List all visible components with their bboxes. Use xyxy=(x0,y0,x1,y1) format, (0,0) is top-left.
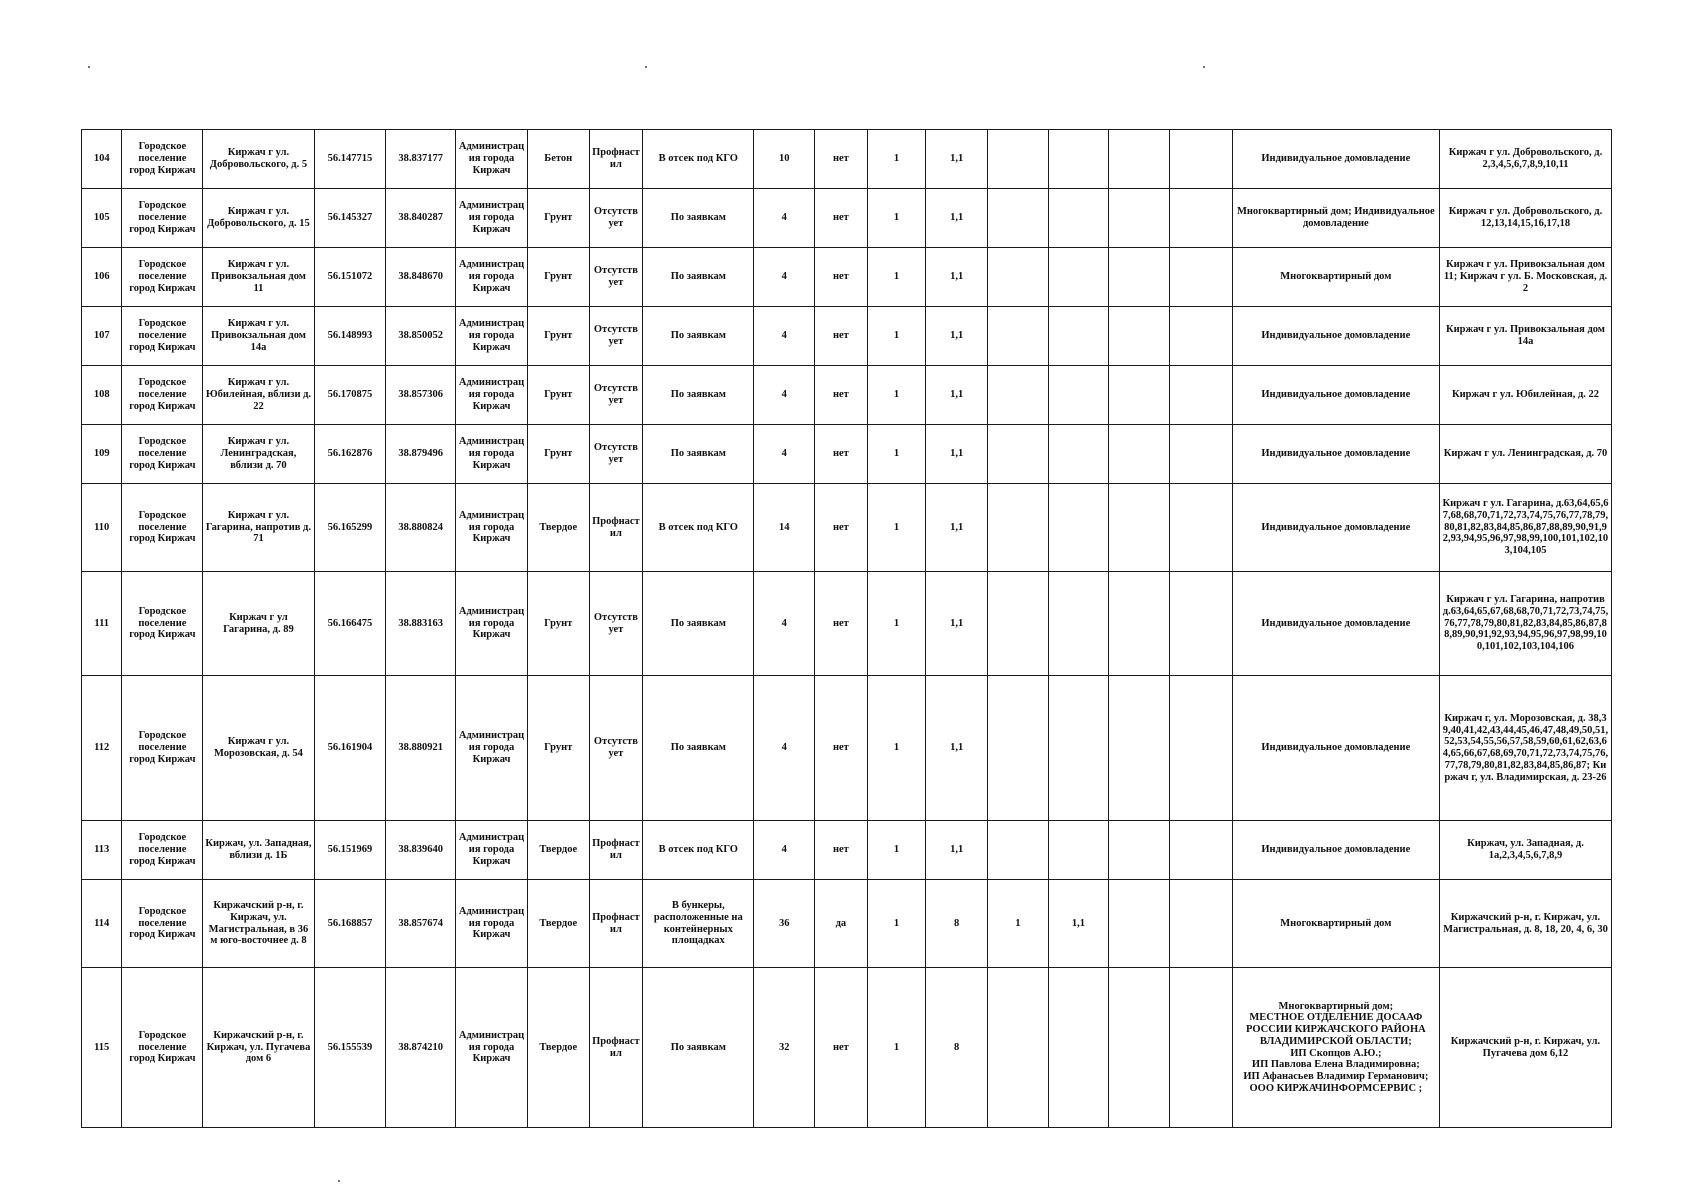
area-cell: 4 xyxy=(754,676,815,821)
source-line: ИП Павлова Елена Владимировна; xyxy=(1251,1059,1420,1071)
extra-cell-4 xyxy=(1170,880,1233,968)
latitude-cell: 56.151072 xyxy=(314,248,386,307)
count-cell: 1 xyxy=(867,572,926,676)
row-number: 108 xyxy=(82,366,122,425)
surface-cell: Твердое xyxy=(527,484,589,572)
area-cell: 4 xyxy=(754,366,815,425)
address-cell: Киржач г ул. Ленинградская, вблизи д. 70 xyxy=(203,425,314,484)
extra-cell-3 xyxy=(1109,968,1170,1128)
extra-cell-2 xyxy=(1048,968,1109,1128)
extra-cell-1 xyxy=(987,821,1048,880)
extra-cell-4 xyxy=(1170,968,1233,1128)
area-cell: 36 xyxy=(754,880,815,968)
extra-cell-4 xyxy=(1170,189,1233,248)
volume-cell: 8 xyxy=(926,968,988,1128)
count-cell: 1 xyxy=(867,968,926,1128)
address-cell: Киржач г ул. Морозовская, д. 54 xyxy=(203,676,314,821)
surface-cell: Грунт xyxy=(527,676,589,821)
row-number: 109 xyxy=(82,425,122,484)
scan-dot xyxy=(88,66,90,68)
settlement-cell: Городское поселение город Киржач xyxy=(122,307,203,366)
volume-cell: 1,1 xyxy=(926,484,988,572)
removal-cell: По заявкам xyxy=(643,248,754,307)
houses-cell: Киржачский р-н, г. Киржач, ул. Магистральная, д. 8, 18, 20, 4, 6, 30 xyxy=(1439,880,1611,968)
longitude-cell: 38.857306 xyxy=(386,366,456,425)
table-row xyxy=(82,484,1612,572)
extra-cell-1 xyxy=(987,189,1048,248)
extra-cell-3 xyxy=(1109,484,1170,572)
row-number: 110 xyxy=(82,484,122,572)
longitude-cell: 38.850052 xyxy=(386,307,456,366)
settlement-cell: Городское поселение город Киржач xyxy=(122,425,203,484)
owner-cell: Администрация города Киржач xyxy=(456,425,528,484)
row-number: 104 xyxy=(82,130,122,189)
scan-dot xyxy=(645,66,647,68)
source-line: ИП Скопцов А.Ю.; xyxy=(1290,1047,1382,1059)
count-cell: 1 xyxy=(867,676,926,821)
extra-cell-4 xyxy=(1170,821,1233,880)
count-cell: 1 xyxy=(867,130,926,189)
owner-cell: Администрация города Киржач xyxy=(456,821,528,880)
area-cell: 4 xyxy=(754,425,815,484)
longitude-cell: 38.839640 xyxy=(386,821,456,880)
extra-cell-2 xyxy=(1048,307,1109,366)
extra-cell-4 xyxy=(1170,676,1233,821)
houses-cell: Киржач г, ул. Морозовская, д. 38,39,40,41,42,43,44,45,46,47,48,49,50,51,52,53,54,55,56,57,58,59,60,61,62,63,64,65,66,67,68,69,70,71,72,73,74,75,76,77,78,79,80,81,82,83,84,85,86,87; Киржач г, ул. Владимирская, д. 23-26 xyxy=(1439,676,1611,821)
table-row xyxy=(82,130,1612,189)
surface-cell: Твердое xyxy=(527,880,589,968)
extra-cell-4 xyxy=(1170,425,1233,484)
volume-cell: 8 xyxy=(926,880,988,968)
settlement-cell: Городское поселение город Киржач xyxy=(122,130,203,189)
row-number: 106 xyxy=(82,248,122,307)
houses-cell: Киржач г ул. Привокзальная дом 11; Киржач г ул. Б. Московская, д. 2 xyxy=(1439,248,1611,307)
fence-cell: Профнастил xyxy=(589,968,643,1128)
table-row xyxy=(82,189,1612,248)
registry-rows xyxy=(82,130,1612,1128)
houses-cell: Киржач г ул. Юбилейная, д. 22 xyxy=(1439,366,1611,425)
settlement-cell: Городское поселение город Киржач xyxy=(122,189,203,248)
surface-cell: Грунт xyxy=(527,425,589,484)
table-row xyxy=(82,821,1612,880)
fence-cell: Отсутствует xyxy=(589,307,643,366)
extra-cell-4 xyxy=(1170,484,1233,572)
source-cell: Индивидуальное домовладение xyxy=(1232,676,1439,821)
row-number: 107 xyxy=(82,307,122,366)
fence-cell: Отсутствует xyxy=(589,189,643,248)
cover-cell: нет xyxy=(815,425,868,484)
latitude-cell: 56.166475 xyxy=(314,572,386,676)
surface-cell: Грунт xyxy=(527,307,589,366)
address-cell: Киржач г ул. Юбилейная, вблизи д. 22 xyxy=(203,366,314,425)
cover-cell: нет xyxy=(815,968,868,1128)
extra-cell-2 xyxy=(1048,366,1109,425)
source-cell: Многоквартирный дом; Индивидуальное домовладение xyxy=(1232,189,1439,248)
extra-cell-3 xyxy=(1109,189,1170,248)
fence-cell: Отсутствует xyxy=(589,572,643,676)
volume-cell: 1,1 xyxy=(926,248,988,307)
source-cell: Многоквартирный дом xyxy=(1232,880,1439,968)
longitude-cell: 38.879496 xyxy=(386,425,456,484)
table-row xyxy=(82,968,1612,1128)
table-row xyxy=(82,676,1612,821)
area-cell: 14 xyxy=(754,484,815,572)
cover-cell: нет xyxy=(815,484,868,572)
houses-cell: Киржач г ул. Добровольского, д. 12,13,14,15,16,17,18 xyxy=(1439,189,1611,248)
volume-cell: 1,1 xyxy=(926,130,988,189)
latitude-cell: 56.155539 xyxy=(314,968,386,1128)
latitude-cell: 56.151969 xyxy=(314,821,386,880)
longitude-cell: 38.874210 xyxy=(386,968,456,1128)
source-line: ИП Афанасьев Владимир Германович; xyxy=(1243,1071,1429,1082)
source-cell: Индивидуальное домовладение xyxy=(1232,484,1439,572)
row-number: 105 xyxy=(82,189,122,248)
table-row xyxy=(82,366,1612,425)
fence-cell: Профнастил xyxy=(589,821,643,880)
removal-cell: По заявкам xyxy=(643,366,754,425)
settlement-cell: Городское поселение город Киржач xyxy=(122,676,203,821)
latitude-cell: 56.147715 xyxy=(314,130,386,189)
latitude-cell: 56.145327 xyxy=(314,189,386,248)
extra-cell-2 xyxy=(1048,130,1109,189)
houses-cell: Киржачский р-н, г. Киржач, ул. Пугачева дом 6,12 xyxy=(1439,968,1611,1128)
volume-cell: 1,1 xyxy=(926,307,988,366)
extra-cell-2 xyxy=(1048,248,1109,307)
area-cell: 32 xyxy=(754,968,815,1128)
area-cell: 4 xyxy=(754,189,815,248)
extra-cell-1 xyxy=(987,676,1048,821)
extra-cell-4 xyxy=(1170,130,1233,189)
extra-cell-2 xyxy=(1048,676,1109,821)
settlement-cell: Городское поселение город Киржач xyxy=(122,248,203,307)
address-cell: Киржачский р-н, г. Киржач, ул. Магистральная, в 36 м юго-восточнее д. 8 xyxy=(203,880,314,968)
address-cell: Киржач г ул. Привокзальная дом 11 xyxy=(203,248,314,307)
extra-cell-1 xyxy=(987,484,1048,572)
settlement-cell: Городское поселение город Киржач xyxy=(122,366,203,425)
fence-cell: Отсутствует xyxy=(589,425,643,484)
source-line: МЕСТНОЕ ОТДЕЛЕНИЕ ДОСААФ РОССИИ КИРЖАЧСКОГО РАЙОНА ВЛАДИМИРСКОЙ ОБЛАСТИ; xyxy=(1245,1012,1426,1047)
scan-dot xyxy=(338,1180,340,1182)
row-number: 114 xyxy=(82,880,122,968)
cover-cell: нет xyxy=(815,676,868,821)
surface-cell: Грунт xyxy=(527,248,589,307)
extra-cell-1 xyxy=(987,248,1048,307)
extra-cell-2 xyxy=(1048,572,1109,676)
cover-cell: нет xyxy=(815,821,868,880)
removal-cell: В бункеры, расположенные на контейнерных площадках xyxy=(643,880,754,968)
table-row xyxy=(82,572,1612,676)
surface-cell: Твердое xyxy=(527,821,589,880)
removal-cell: В отсек под КГО xyxy=(643,130,754,189)
row-number: 115 xyxy=(82,968,122,1128)
owner-cell: Администрация города Киржач xyxy=(456,676,528,821)
settlement-cell: Городское поселение город Киржач xyxy=(122,572,203,676)
latitude-cell: 56.161904 xyxy=(314,676,386,821)
surface-cell: Грунт xyxy=(527,189,589,248)
owner-cell: Администрация города Киржач xyxy=(456,968,528,1128)
houses-cell: Киржач г ул. Добровольского, д. 2,3,4,5,6,7,8,9,10,11 xyxy=(1439,130,1611,189)
extra-cell-2 xyxy=(1048,484,1109,572)
count-cell: 1 xyxy=(867,307,926,366)
extra-cell-3 xyxy=(1109,821,1170,880)
longitude-cell: 38.840287 xyxy=(386,189,456,248)
removal-cell: По заявкам xyxy=(643,189,754,248)
source-cell: Индивидуальное домовладение xyxy=(1232,130,1439,189)
area-cell: 10 xyxy=(754,130,815,189)
settlement-cell: Городское поселение город Киржач xyxy=(122,880,203,968)
longitude-cell: 38.880824 xyxy=(386,484,456,572)
area-cell: 4 xyxy=(754,572,815,676)
fence-cell: Отсутствует xyxy=(589,248,643,307)
extra-cell-2 xyxy=(1048,821,1109,880)
houses-cell: Киржач г ул. Гагарина, напротив д.63,64,65,67,68,68,70,71,72,73,74,75,76,77,78,79,80,81,82,83,84,85,86,87,88,89,90,91,92,93,94,95,96,97,98,99,100,101,102,103,104,106 xyxy=(1439,572,1611,676)
source-cell: Индивидуальное домовладение xyxy=(1232,366,1439,425)
removal-cell: По заявкам xyxy=(643,676,754,821)
longitude-cell: 38.837177 xyxy=(386,130,456,189)
extra-cell-3 xyxy=(1109,307,1170,366)
extra-cell-4 xyxy=(1170,307,1233,366)
removal-cell: По заявкам xyxy=(643,307,754,366)
houses-cell: Киржач, ул. Западная, д. 1а,2,3,4,5,6,7,8,9 xyxy=(1439,821,1611,880)
source-cell-organizations xyxy=(1232,968,1439,1128)
address-cell: Киржач г ул. Привокзальная дом 14а xyxy=(203,307,314,366)
owner-cell: Администрация города Киржач xyxy=(456,366,528,425)
owner-cell: Администрация города Киржач xyxy=(456,248,528,307)
extra-cell-3 xyxy=(1109,366,1170,425)
extra-cell-1 xyxy=(987,425,1048,484)
owner-cell: Администрация города Киржач xyxy=(456,189,528,248)
area-cell: 4 xyxy=(754,821,815,880)
address-cell: Киржач г ул. Гагарина, напротив д. 71 xyxy=(203,484,314,572)
cover-cell: нет xyxy=(815,572,868,676)
longitude-cell: 38.857674 xyxy=(386,880,456,968)
extra-cell-1 xyxy=(987,130,1048,189)
count-cell: 1 xyxy=(867,248,926,307)
row-number: 112 xyxy=(82,676,122,821)
owner-cell: Администрация города Киржач xyxy=(456,130,528,189)
removal-cell: В отсек под КГО xyxy=(643,484,754,572)
count-cell: 1 xyxy=(867,821,926,880)
extra-cell-3 xyxy=(1109,248,1170,307)
source-cell: Многоквартирный дом xyxy=(1232,248,1439,307)
longitude-cell: 38.880921 xyxy=(386,676,456,821)
source-line: ООО КИРЖАЧИНФОРМСЕРВИС ; xyxy=(1249,1082,1423,1094)
latitude-cell: 56.168857 xyxy=(314,880,386,968)
extra-cell-2: 1,1 xyxy=(1048,880,1109,968)
longitude-cell: 38.883163 xyxy=(386,572,456,676)
address-cell: Киржач г ул. Добровольского, д. 5 xyxy=(203,130,314,189)
extra-cell-1 xyxy=(987,968,1048,1128)
extra-cell-3 xyxy=(1109,130,1170,189)
address-cell: Киржач г ул. Добровольского, д. 15 xyxy=(203,189,314,248)
fence-cell: Отсутствует xyxy=(589,366,643,425)
table-row xyxy=(82,307,1612,366)
houses-cell: Киржач г ул. Гагарина, д.63,64,65,67,68,68,70,71,72,73,74,75,76,77,78,79,80,81,82,83,84,85,86,87,88,89,90,91,92,93,94,95,96,97,98,99,100,101,102,103,104,105 xyxy=(1439,484,1611,572)
extra-cell-3 xyxy=(1109,425,1170,484)
latitude-cell: 56.162876 xyxy=(314,425,386,484)
extra-cell-4 xyxy=(1170,248,1233,307)
extra-cell-1: 1 xyxy=(987,880,1048,968)
cover-cell: нет xyxy=(815,130,868,189)
extra-cell-3 xyxy=(1109,572,1170,676)
cover-cell: да xyxy=(815,880,868,968)
area-cell: 4 xyxy=(754,248,815,307)
surface-cell: Грунт xyxy=(527,366,589,425)
settlement-cell: Городское поселение город Киржач xyxy=(122,484,203,572)
fence-cell: Профнастил xyxy=(589,880,643,968)
address-cell: Киржачский р-н, г. Киржач, ул. Пугачева дом 6 xyxy=(203,968,314,1128)
table-row xyxy=(82,425,1612,484)
count-cell: 1 xyxy=(867,880,926,968)
houses-cell: Киржач г ул. Ленинградская, д. 70 xyxy=(1439,425,1611,484)
extra-cell-1 xyxy=(987,307,1048,366)
count-cell: 1 xyxy=(867,425,926,484)
table-row xyxy=(82,248,1612,307)
volume-cell: 1,1 xyxy=(926,366,988,425)
extra-cell-3 xyxy=(1109,880,1170,968)
row-number: 113 xyxy=(82,821,122,880)
houses-cell: Киржач г ул. Привокзальная дом 14а xyxy=(1439,307,1611,366)
owner-cell: Администрация города Киржач xyxy=(456,880,528,968)
extra-cell-2 xyxy=(1048,425,1109,484)
table-row xyxy=(82,880,1612,968)
area-cell: 4 xyxy=(754,307,815,366)
removal-cell: По заявкам xyxy=(643,425,754,484)
cover-cell: нет xyxy=(815,366,868,425)
cover-cell: нет xyxy=(815,248,868,307)
longitude-cell: 38.848670 xyxy=(386,248,456,307)
latitude-cell: 56.170875 xyxy=(314,366,386,425)
volume-cell: 1,1 xyxy=(926,189,988,248)
removal-cell: По заявкам xyxy=(643,968,754,1128)
surface-cell: Бетон xyxy=(527,130,589,189)
owner-cell: Администрация города Киржач xyxy=(456,307,528,366)
latitude-cell: 56.148993 xyxy=(314,307,386,366)
address-cell: Киржач г ул Гагарина, д. 89 xyxy=(203,572,314,676)
cover-cell: нет xyxy=(815,189,868,248)
extra-cell-1 xyxy=(987,366,1048,425)
scan-dot xyxy=(1203,66,1205,68)
volume-cell: 1,1 xyxy=(926,572,988,676)
extra-cell-4 xyxy=(1170,366,1233,425)
fence-cell: Профнастил xyxy=(589,484,643,572)
source-cell: Индивидуальное домовладение xyxy=(1232,821,1439,880)
extra-cell-1 xyxy=(987,572,1048,676)
extra-cell-4 xyxy=(1170,572,1233,676)
extra-cell-3 xyxy=(1109,676,1170,821)
count-cell: 1 xyxy=(867,189,926,248)
volume-cell: 1,1 xyxy=(926,676,988,821)
fence-cell: Профнастил xyxy=(589,130,643,189)
surface-cell: Твердое xyxy=(527,968,589,1128)
removal-cell: В отсек под КГО xyxy=(643,821,754,880)
latitude-cell: 56.165299 xyxy=(314,484,386,572)
fence-cell: Отсутствует xyxy=(589,676,643,821)
extra-cell-2 xyxy=(1048,189,1109,248)
source-cell: Индивидуальное домовладение xyxy=(1232,307,1439,366)
settlement-cell: Городское поселение город Киржач xyxy=(122,821,203,880)
source-line: Многоквартирный дом; xyxy=(1278,1000,1394,1012)
owner-cell: Администрация города Киржач xyxy=(456,572,528,676)
count-cell: 1 xyxy=(867,484,926,572)
removal-cell: По заявкам xyxy=(643,572,754,676)
row-number: 111 xyxy=(82,572,122,676)
volume-cell: 1,1 xyxy=(926,425,988,484)
count-cell: 1 xyxy=(867,366,926,425)
source-cell: Индивидуальное домовладение xyxy=(1232,572,1439,676)
source-cell: Индивидуальное домовладение xyxy=(1232,425,1439,484)
surface-cell: Грунт xyxy=(527,572,589,676)
owner-cell: Администрация города Киржач xyxy=(456,484,528,572)
settlement-cell: Городское поселение город Киржач xyxy=(122,968,203,1128)
cover-cell: нет xyxy=(815,307,868,366)
registry-table xyxy=(81,129,1612,1128)
address-cell: Киржач, ул. Западная, вблизи д. 1Б xyxy=(203,821,314,880)
volume-cell: 1,1 xyxy=(926,821,988,880)
